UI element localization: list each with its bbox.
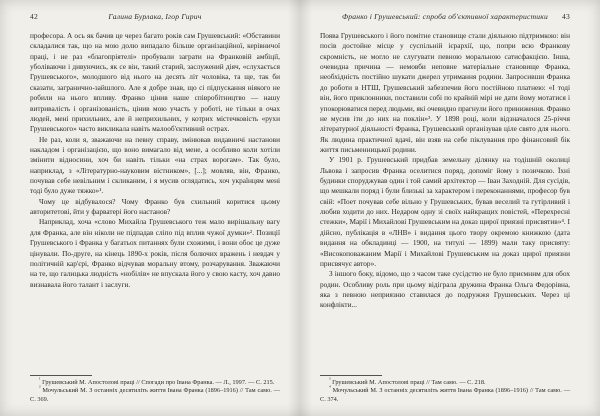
paragraph: З іншого боку, відомо, що з часом таке сусідство не було приємним для обох родин. Особливу роль при цьому відіграла дружина Франка Ольга Федорівна, яка з певною неприязню ставилася до подружжя Грушевських. Через ці конфлікти... xyxy=(320,269,570,310)
footnote-text: Мочульський М. З останніх десятиліть життя Івана Франка (1896–1916) // Там само. — С. 374. xyxy=(320,387,570,403)
footnote-marker: ² xyxy=(39,386,41,392)
paragraph: професора. А ось як бачив це через багато років сам Грушевський: «Обставини складалися так, що на мою долю випадало більше організаційної, керівничої праці, і не раз «благопріятелі» пробували заграти на Франковій амбіції, уболіваючи і дивуючись, як се він, такий старий, заслужений діяч, «слухається Грушевського», молодшого від нього на десять літ чоловіка, та ще, так би сказати, загранично-зайшлого. Але я добре знав, що сі підпускання ніякого не робили на нього впливу. Франко цінив наше співробітництво — нашу витривалість і організованість, цінив мою участь у роботі, не тільки в очах людей, мені прихильних, але й неприхильних, у котрих містечковість «рухи Грушевського» часто викликала навіть малооб'єктивний острах. xyxy=(30,31,280,134)
page-number-right: 43 xyxy=(562,12,570,21)
paragraph: Поява Грушевського і його помітне становище стали діяльною підтримкою: він посів достойне місце у суспільній ієрархії, що, попри всю Франкову скромність, не могло не слугувати певною моральною сатисфакцією. Інша, очевидна причина — немовби неповне матеріальне становище Франка, необхідність постійно шукати джерел утримання родини. Запросивши Франка до роботи в НТШ, Грушевський забезпечив його постійною платнею: «І тоді він, його приклонники, поставили собі по крайній мірі не дати йому мотатися і упокорюватися перед людьми, які очевидно прагнули його приниження. Франко не мусив іти до них на поклін»³. У 1898 році, коли відзначалося 25-річчя літературної діяльності Франка, Грушевський організував ціле свято для нього. Як людина практичної вдачі, він взяв на себе піклування про фінансовий бік життя письменницької родини. xyxy=(320,31,570,154)
footnote xyxy=(320,387,570,404)
running-head-title-left: Галина Бурлака, Ігор Гирич xyxy=(108,12,202,21)
paragraph: Чому це відбувалося? Чому Франко був схильний коритися цьому авторитетові, йти у фарватері його настанов? xyxy=(30,196,280,217)
footnote-text: Мочульський М. З останніх десятиліть життя Івана Франка (1896–1916) // Там само. — С. 369. xyxy=(30,387,280,403)
footnotes-left xyxy=(30,371,280,404)
page-right xyxy=(300,0,600,416)
footnote-separator xyxy=(320,375,382,376)
paragraph: Наприклад, хоча «слово Михайла Грушевського теж мало вирішальну вагу для Франка, але він ніколи не підпадав сліпо під вплив чужої думки»². Позиції Грушевського і Франка у багатьох питаннях були схожими, і вони обоє це дуже цінували. По-друге, на кінець 1890-х років, після болючих вражень і невдач у політичній кар'єрі, Франко відчував моральну втому, розчарування. Зважаючи на те, що галицька людність «нобілів» не впускала його у свою касту, хоч давно визнавала його талант і заслуги. xyxy=(30,217,280,289)
footnote-separator xyxy=(30,375,92,376)
paragraph: У 1901 р. Грушевський придбав земельну ділянку на тодішній околиці Львова і запросив Франка оселитися поряд, допоміг йому з позичкою. Їхні будинки споруджував один і той самий архітектор — Іван Заходній. Для сусідів, що мешкали поряд і були близькі за характером і переконаннями, професор був свій: «Поет почував себе вільно у Грушевських, бував веселий та гутірливий і любив ходити до них. Недаром одну зі своїх найкращих повістей, «Перехресні стежки», Марії і Михайлові Грушевським на доказ щирої приязні присвятив»⁴. І дійсно, публікація в «ЛНВ» і видання цього твору окремою книжкою (дата видання на обкладинці — 1900, на титулі — 1899) мали таку присвяту: «Високоповажаним Марії і Михайлові Грушевським на доказ щирої приязни присвячує автор». xyxy=(320,155,570,268)
page-body-left xyxy=(30,31,280,371)
footnotes-right xyxy=(320,371,570,404)
footnote-marker: ¹ xyxy=(39,378,41,384)
running-head-title-right: Франко і Грушевський: спроба об'єктивної характеристики xyxy=(341,12,549,21)
paragraph: Не раз, коли я, зважаючи на певну справу, змінював видавничі настанови накладом і організацією, що воно вимагало від мене, а особливо коли хотіли змінити відносини, хоч би навіть тільки «на страх ворогам». Так було, наприклад, з «Літературно-науковим вістником», [...]; мовляв, він, Франко, почував себе невільним і скликаним, і я мусив оглядатись, хоч українцям мені тоді було дуже тяжко»¹. xyxy=(30,134,280,196)
footnote-marker: ⁴ xyxy=(329,386,331,392)
footnote-marker: ³ xyxy=(329,378,331,384)
footnote xyxy=(30,387,280,404)
page-body-right xyxy=(320,31,570,371)
page-number-left: 42 xyxy=(30,12,38,21)
running-head-left xyxy=(30,12,280,21)
running-head-right xyxy=(320,12,570,21)
footnote-text: Грушевський М. Апостолові праці // Там само. — С. 218. xyxy=(332,379,486,387)
footnote-text: Грушевський М. Апостолові праці // Спогади про Івана Франка. — Л., 1997. — С. 215. xyxy=(42,379,275,387)
